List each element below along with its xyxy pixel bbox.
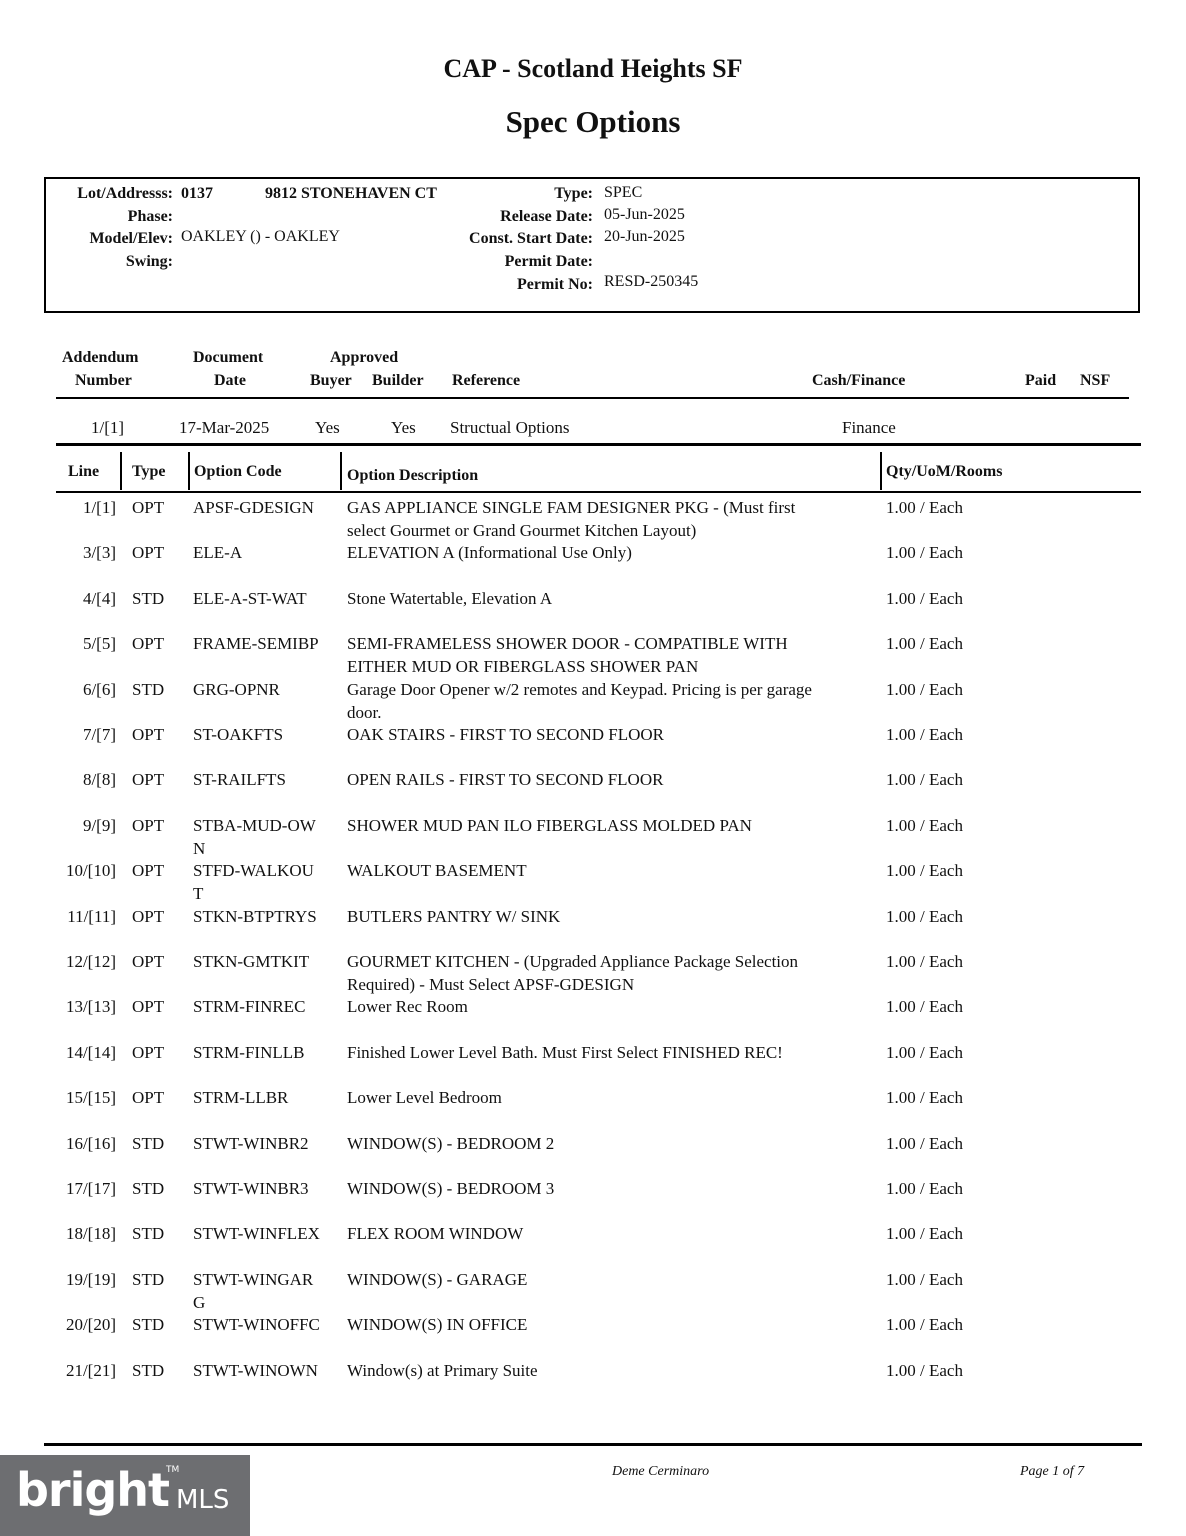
option-code: STRM-FINLLB	[193, 1042, 305, 1062]
table-row	[0, 1132, 1186, 1177]
option-description: WINDOW(S) - BEDROOM 3	[347, 1179, 555, 1198]
footer-author: Deme Cerminaro	[612, 1464, 710, 1479]
option-code: STKN-BTPTRYS	[193, 906, 317, 926]
option-type: OPT	[132, 952, 165, 971]
addendum-date: 17-Mar-2025	[179, 418, 270, 437]
table-row	[0, 541, 1186, 586]
table-row	[0, 1177, 1186, 1222]
table-row	[0, 814, 1186, 859]
table-row	[0, 950, 1186, 995]
option-description: GAS APPLIANCE SINGLE FAM DESIGNER PKG - (Must first select Gourmet or Grand Gourmet Kitchen Layout)	[347, 498, 796, 540]
option-type: OPT	[132, 1088, 165, 1108]
option-description: Garage Door Opener w/2 remotes and Keypad. Pricing is per garage door.	[347, 679, 812, 722]
table-row	[0, 496, 1186, 541]
option-description: Lower Level Bedroom	[347, 1088, 502, 1108]
footer-rule	[44, 1443, 1142, 1446]
option-description: Lower Rec Room	[347, 997, 468, 1017]
option-line: 10/[10]	[65, 861, 116, 881]
option-type: OPT	[132, 861, 165, 881]
swing-label: Swing:	[125, 253, 173, 270]
option-type: OPT	[132, 634, 165, 654]
option-type: STD	[132, 1269, 165, 1289]
table-row	[0, 723, 1186, 768]
option-type: OPT	[132, 498, 165, 517]
addendum-number-header: Number	[75, 372, 132, 389]
const-start-value: 20-Jun-2025	[604, 228, 685, 245]
option-code: APSF-GDESIGN	[193, 498, 314, 517]
option-code: GRG-OPNR	[193, 679, 280, 699]
option-code: STFD-WALKOUT	[193, 861, 314, 904]
type-label: Type:	[554, 185, 593, 202]
option-description: ELEVATION A (Informational Use Only)	[347, 543, 632, 563]
addendum-header: Addendum	[62, 349, 139, 366]
option-description: WALKOUT BASEMENT	[347, 861, 527, 881]
option-code: STRM-FINREC	[193, 997, 306, 1017]
option-line: 14/[14]	[65, 1042, 116, 1062]
column-divider	[880, 452, 882, 490]
model-label: Model/Elev:	[89, 230, 173, 247]
table-row	[0, 1222, 1186, 1267]
option-type: STD	[132, 588, 165, 608]
option-line: 5/[5]	[82, 634, 116, 654]
option-description: SEMI-FRAMELESS SHOWER DOOR - COMPATIBLE WITH EITHER MUD OR FIBERGLASS SHOWER PAN	[347, 634, 788, 677]
table-row	[0, 859, 1186, 904]
option-description: OAK STAIRS - FIRST TO SECOND FLOOR	[347, 725, 664, 744]
option-type: OPT	[132, 906, 165, 926]
option-code: STWT-WINOFFC	[193, 1315, 320, 1335]
option-type: OPT	[132, 543, 165, 563]
option-line: 21/[21]	[65, 1360, 116, 1380]
option-description: WINDOW(S) IN OFFICE	[347, 1315, 528, 1335]
report-subtitle: Spec Options	[505, 104, 681, 139]
options-header-rule	[56, 491, 1141, 493]
permit-no-label: Permit No:	[517, 276, 593, 293]
option-code: STKN-GMTKIT	[193, 952, 310, 971]
option-code: ELE-A-ST-WAT	[193, 588, 307, 608]
option-qty: 1.00 / Each	[886, 906, 963, 926]
table-row	[0, 1086, 1186, 1131]
table-row	[0, 1268, 1186, 1313]
table-row	[0, 1313, 1186, 1358]
option-description: OPEN RAILS - FIRST TO SECOND FLOOR	[347, 770, 664, 790]
builder-header: Builder	[372, 372, 424, 389]
option-qty: 1.00 / Each	[886, 588, 963, 608]
option-type: STD	[132, 1179, 165, 1198]
option-line: 19/[19]	[65, 1269, 116, 1289]
option-line: 12/[12]	[65, 952, 116, 971]
option-code: STWT-WINBR3	[193, 1179, 309, 1198]
column-divider	[340, 452, 342, 490]
line-header: Line	[68, 463, 100, 480]
column-divider	[188, 452, 190, 490]
option-code-header: Option Code	[194, 463, 282, 480]
option-description-header: Option Description	[347, 467, 479, 484]
paid-header: Paid	[1025, 372, 1057, 389]
option-type: OPT	[132, 997, 165, 1017]
option-code: STWT-WINGARG	[193, 1269, 314, 1312]
qty-header: Qty/UoM/Rooms	[886, 463, 1003, 480]
option-code: STWT-WINBR2	[193, 1133, 309, 1153]
lot-address-label: Lot/Addresss:	[77, 185, 173, 202]
document-header: Document	[193, 349, 264, 366]
logo-mls-text: MLS	[176, 1485, 230, 1515]
option-qty: 1.00 / Each	[886, 952, 963, 971]
option-type: OPT	[132, 725, 165, 744]
option-description: WINDOW(S) - BEDROOM 2	[347, 1133, 555, 1153]
option-type: OPT	[132, 815, 165, 835]
option-description: Finished Lower Level Bath. Must First Select FINISHED REC!	[347, 1042, 783, 1062]
option-line: 17/[17]	[65, 1179, 116, 1198]
logo-brand-text: bright	[16, 1463, 170, 1517]
option-line: 9/[9]	[82, 815, 116, 835]
option-qty: 1.00 / Each	[886, 1088, 963, 1108]
option-line: 6/[6]	[82, 679, 116, 699]
option-description: Window(s) at Primary Suite	[347, 1360, 538, 1380]
option-code: STWT-WINFLEX	[193, 1224, 320, 1244]
permit-date-label: Permit Date:	[504, 253, 593, 270]
table-row	[0, 587, 1186, 632]
option-qty: 1.00 / Each	[886, 543, 963, 563]
column-divider	[120, 452, 122, 490]
option-qty: 1.00 / Each	[886, 770, 963, 790]
option-line: 20/[20]	[65, 1315, 116, 1335]
table-row	[0, 632, 1186, 677]
table-row	[0, 768, 1186, 813]
option-line: 7/[7]	[82, 725, 116, 744]
option-line: 13/[13]	[65, 997, 116, 1017]
option-line: 8/[8]	[82, 770, 116, 790]
option-qty: 1.00 / Each	[886, 1315, 963, 1335]
table-row	[0, 678, 1186, 723]
option-description: Stone Watertable, Elevation A	[347, 588, 553, 608]
option-code: ST-OAKFTS	[193, 725, 284, 744]
option-type: STD	[132, 1224, 165, 1244]
document-date-header: Date	[214, 372, 246, 389]
option-qty: 1.00 / Each	[886, 1224, 963, 1244]
footer-page-number: Page 1 of 7	[1020, 1464, 1085, 1479]
type-header: Type	[132, 463, 166, 480]
option-code: STBA-MUD-OWN	[193, 815, 316, 858]
option-line: 16/[16]	[65, 1133, 116, 1153]
reference-header: Reference	[452, 372, 521, 389]
option-qty: 1.00 / Each	[886, 861, 963, 881]
cash-finance-header: Cash/Finance	[812, 372, 906, 389]
buyer-header: Buyer	[310, 372, 352, 389]
option-qty: 1.00 / Each	[886, 1179, 963, 1198]
option-description: GOURMET KITCHEN - (Upgraded Appliance Package Selection Required) - Must Select APSF-GDESIGN	[347, 952, 799, 994]
options-top-rule	[56, 443, 1141, 446]
addendum-reference: Structual Options	[450, 418, 570, 437]
option-qty: 1.00 / Each	[886, 815, 963, 835]
option-qty: 1.00 / Each	[886, 725, 963, 744]
addendum-number: 1/[1]	[91, 418, 125, 437]
addendum-buyer: Yes	[315, 418, 340, 437]
option-description: BUTLERS PANTRY W/ SINK	[347, 906, 561, 926]
option-type: OPT	[132, 1042, 165, 1062]
table-row	[0, 905, 1186, 950]
table-row	[0, 1041, 1186, 1086]
option-line: 18/[18]	[65, 1224, 116, 1244]
table-row	[0, 995, 1186, 1040]
approved-header: Approved	[330, 349, 399, 366]
option-qty: 1.00 / Each	[886, 1360, 963, 1380]
release-date-value: 05-Jun-2025	[604, 206, 685, 223]
option-code: STWT-WINOWN	[193, 1360, 318, 1380]
option-type: STD	[132, 1315, 165, 1335]
option-type: STD	[132, 679, 165, 699]
addendum-header-rule	[56, 397, 1129, 399]
option-line: 3/[3]	[82, 543, 116, 563]
type-value: SPEC	[604, 184, 643, 201]
option-type: STD	[132, 1360, 165, 1380]
option-code: ST-RAILFTS	[193, 770, 286, 790]
bright-mls-logo	[0, 1455, 250, 1536]
const-start-label: Const. Start Date:	[469, 230, 593, 247]
permit-no-value: RESD-250345	[604, 273, 699, 290]
option-description: WINDOW(S) - GARAGE	[347, 1269, 528, 1289]
option-qty: 1.00 / Each	[886, 997, 963, 1017]
phase-label: Phase:	[127, 208, 173, 225]
report-title: CAP - Scotland Heights SF	[443, 54, 743, 83]
option-code: ELE-A	[193, 543, 243, 563]
model-value: OAKLEY () - OAKLEY	[181, 228, 340, 245]
option-type: STD	[132, 1133, 165, 1153]
option-line: 15/[15]	[65, 1088, 116, 1108]
option-qty: 1.00 / Each	[886, 1269, 963, 1289]
table-row	[0, 1359, 1186, 1404]
option-line: 4/[4]	[82, 588, 116, 608]
addendum-cash-finance: Finance	[842, 418, 896, 437]
option-qty: 1.00 / Each	[886, 498, 963, 517]
logo-trademark: TM	[166, 1465, 180, 1475]
option-qty: 1.00 / Each	[886, 1133, 963, 1153]
release-date-label: Release Date:	[500, 208, 593, 225]
lot-address: 9812 STONEHAVEN CT	[265, 185, 437, 202]
option-code: STRM-LLBR	[193, 1088, 289, 1108]
addendum-builder: Yes	[391, 418, 416, 437]
option-type: OPT	[132, 770, 165, 790]
option-qty: 1.00 / Each	[886, 1042, 963, 1062]
option-qty: 1.00 / Each	[886, 634, 963, 654]
option-line: 11/[11]	[67, 906, 116, 926]
option-code: FRAME-SEMIBP	[193, 634, 319, 654]
option-description: SHOWER MUD PAN ILO FIBERGLASS MOLDED PAN	[347, 815, 752, 835]
nsf-header: NSF	[1080, 372, 1111, 389]
lot-number: 0137	[181, 185, 213, 202]
option-description: FLEX ROOM WINDOW	[347, 1224, 524, 1244]
option-qty: 1.00 / Each	[886, 679, 963, 699]
option-line: 1/[1]	[82, 498, 116, 517]
